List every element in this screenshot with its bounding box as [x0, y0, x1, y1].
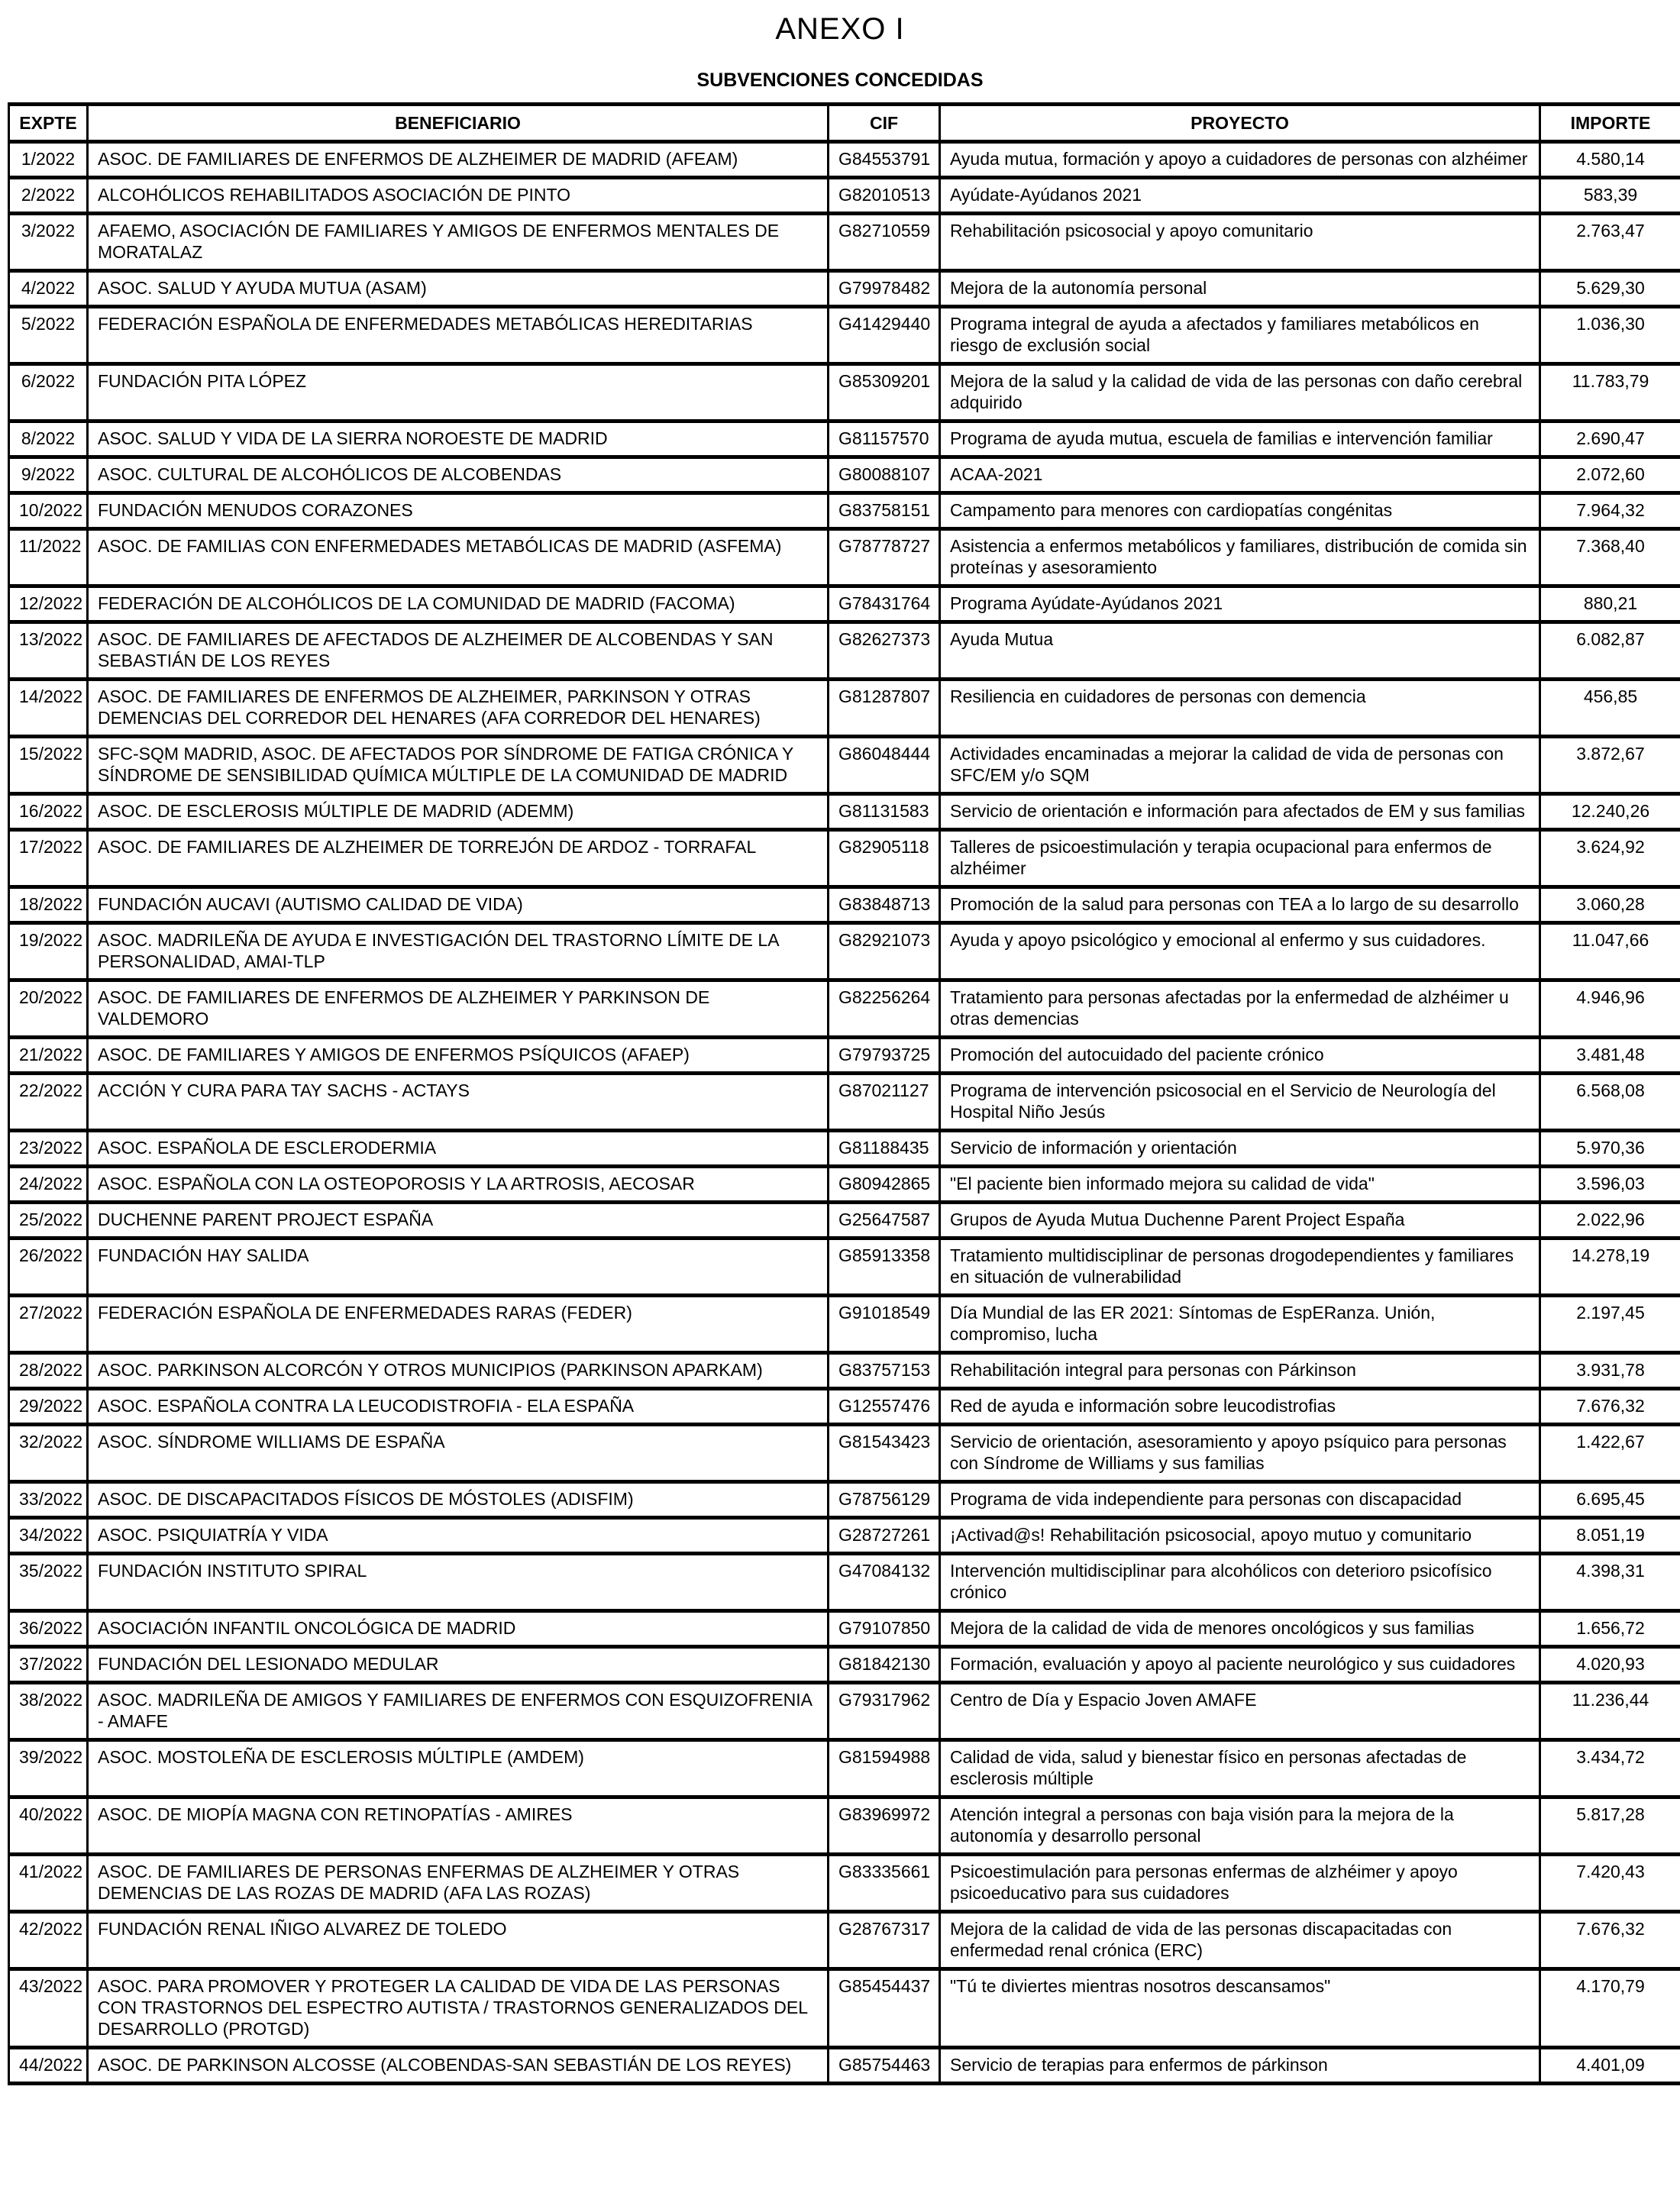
importe-cell: 3.931,78 [1540, 1353, 1680, 1389]
cif-cell: G28767317 [829, 1912, 940, 1969]
beneficiario-cell: ASOC. PARA PROMOVER Y PROTEGER LA CALIDAD DE VIDA DE LAS PERSONAS CON TRASTORNOS DEL ESPECTRO AUTISTA / TRASTORNOS GENERALIZADOS DEL DESARROLLO (PROTGD) [88, 1969, 829, 2048]
expte-cell: 10/2022 [9, 493, 88, 529]
proyecto-cell: Día Mundial de las ER 2021: Síntomas de EspERanza. Unión, compromiso, lucha [940, 1296, 1540, 1353]
cif-cell: G79107850 [829, 1611, 940, 1647]
cif-cell: G82905118 [829, 830, 940, 887]
cif-cell: G81157570 [829, 421, 940, 457]
proyecto-cell: Promoción del autocuidado del paciente crónico [940, 1038, 1540, 1074]
cif-cell: G80088107 [829, 457, 940, 493]
proyecto-cell: "El paciente bien informado mejora su calidad de vida" [940, 1167, 1540, 1203]
importe-cell: 6.568,08 [1540, 1074, 1680, 1131]
cif-cell: G12557476 [829, 1389, 940, 1425]
expte-cell: 43/2022 [9, 1969, 88, 2048]
beneficiario-cell: ASOC. MADRILEÑA DE AYUDA E INVESTIGACIÓN DEL TRASTORNO LÍMITE DE LA PERSONALIDAD, AMAI-TLP [88, 923, 829, 980]
cif-cell: G87021127 [829, 1074, 940, 1131]
beneficiario-cell: FEDERACIÓN ESPAÑOLA DE ENFERMEDADES RARAS (FEDER) [88, 1296, 829, 1353]
beneficiario-cell: FUNDACIÓN PITA LÓPEZ [88, 364, 829, 421]
cif-cell: G81131583 [829, 794, 940, 830]
table-row [9, 1647, 1680, 1683]
table-row [9, 1131, 1680, 1167]
proyecto-cell: Servicio de orientación e información para afectados de EM y sus familias [940, 794, 1540, 830]
expte-cell: 39/2022 [9, 1740, 88, 1797]
proyecto-cell: Centro de Día y Espacio Joven AMAFE [940, 1683, 1540, 1740]
table-row [9, 586, 1680, 622]
proyecto-cell: Programa Ayúdate-Ayúdanos 2021 [940, 586, 1540, 622]
table-row [9, 421, 1680, 457]
expte-cell: 17/2022 [9, 830, 88, 887]
expte-cell: 21/2022 [9, 1038, 88, 1074]
expte-cell: 32/2022 [9, 1425, 88, 1482]
beneficiario-cell: ASOC. DE ESCLEROSIS MÚLTIPLE DE MADRID (ADEMM) [88, 794, 829, 830]
beneficiario-cell: ASOC. DE MIOPÍA MAGNA CON RETINOPATÍAS - AMIRES [88, 1797, 829, 1855]
table-row [9, 178, 1680, 214]
table-row [9, 1425, 1680, 1482]
cif-cell: G78778727 [829, 529, 940, 586]
beneficiario-cell: ASOC. MOSTOLEÑA DE ESCLEROSIS MÚLTIPLE (AMDEM) [88, 1740, 829, 1797]
proyecto-cell: Programa de vida independiente para personas con discapacidad [940, 1482, 1540, 1518]
beneficiario-cell: ASOC. PSIQUIATRÍA Y VIDA [88, 1518, 829, 1554]
proyecto-cell: Psicoestimulación para personas enfermas de alzhéimer y apoyo psicoeducativo para sus cuidadores [940, 1855, 1540, 1912]
cif-cell: G83848713 [829, 887, 940, 923]
expte-cell: 40/2022 [9, 1797, 88, 1855]
beneficiario-cell: ASOC. MADRILEÑA DE AMIGOS Y FAMILIARES DE ENFERMOS CON ESQUIZOFRENIA - AMAFE [88, 1683, 829, 1740]
table-row [9, 1969, 1680, 2048]
beneficiario-cell: ASOC. DE FAMILIARES DE ENFERMOS DE ALZHEIMER Y PARKINSON DE VALDEMORO [88, 980, 829, 1038]
importe-cell: 880,21 [1540, 586, 1680, 622]
beneficiario-cell: FUNDACIÓN DEL LESIONADO MEDULAR [88, 1647, 829, 1683]
expte-cell: 27/2022 [9, 1296, 88, 1353]
cif-cell: G86048444 [829, 737, 940, 794]
beneficiario-cell: DUCHENNE PARENT PROJECT ESPAÑA [88, 1203, 829, 1239]
cif-cell: G78756129 [829, 1482, 940, 1518]
beneficiario-cell: ASOC. DE FAMILIARES Y AMIGOS DE ENFERMOS PSÍQUICOS (AFAEP) [88, 1038, 829, 1074]
proyecto-cell: ¡Activad@s! Rehabilitación psicosocial, apoyo mutuo y comunitario [940, 1518, 1540, 1554]
cif-cell: G82710559 [829, 214, 940, 271]
expte-cell: 22/2022 [9, 1074, 88, 1131]
table-row [9, 1518, 1680, 1554]
proyecto-cell: Ayúdate-Ayúdanos 2021 [940, 178, 1540, 214]
proyecto-cell: Ayuda y apoyo psicológico y emocional al enfermo y sus cuidadores. [940, 923, 1540, 980]
table-row [9, 1353, 1680, 1389]
proyecto-cell: Servicio de terapias para enfermos de párkinson [940, 2048, 1540, 2084]
importe-cell: 14.278,19 [1540, 1239, 1680, 1296]
page-subtitle: SUBVENCIONES CONCEDIDAS [696, 69, 984, 91]
proyecto-cell: Talleres de psicoestimulación y terapia ocupacional para enfermos de alzhéimer [940, 830, 1540, 887]
expte-cell: 4/2022 [9, 271, 88, 307]
expte-cell: 25/2022 [9, 1203, 88, 1239]
importe-cell: 7.420,43 [1540, 1855, 1680, 1912]
table-row [9, 1167, 1680, 1203]
importe-cell: 6.695,45 [1540, 1482, 1680, 1518]
cif-cell: G79317962 [829, 1683, 940, 1740]
cif-cell: G82921073 [829, 923, 940, 980]
cif-cell: G85913358 [829, 1239, 940, 1296]
column-header-proyecto: PROYECTO [940, 105, 1540, 142]
expte-cell: 19/2022 [9, 923, 88, 980]
expte-cell: 42/2022 [9, 1912, 88, 1969]
table-row [9, 307, 1680, 364]
importe-cell: 3.624,92 [1540, 830, 1680, 887]
table-row [9, 2048, 1680, 2084]
importe-cell: 2.763,47 [1540, 214, 1680, 271]
expte-cell: 33/2022 [9, 1482, 88, 1518]
expte-cell: 26/2022 [9, 1239, 88, 1296]
cif-cell: G81594988 [829, 1740, 940, 1797]
beneficiario-cell: FUNDACIÓN HAY SALIDA [88, 1239, 829, 1296]
expte-cell: 24/2022 [9, 1167, 88, 1203]
expte-cell: 23/2022 [9, 1131, 88, 1167]
column-header-expte: EXPTE [9, 105, 88, 142]
beneficiario-cell: ASOC. DE PARKINSON ALCOSSE (ALCOBENDAS-SAN SEBASTIÁN DE LOS REYES) [88, 2048, 829, 2084]
proyecto-cell: Resiliencia en cuidadores de personas con demencia [940, 680, 1540, 737]
table-row [9, 1797, 1680, 1855]
proyecto-cell: Intervención multidisciplinar para alcohólicos con deterioro psicofísico crónico [940, 1554, 1540, 1611]
beneficiario-cell: ASOC. SÍNDROME WILLIAMS DE ESPAÑA [88, 1425, 829, 1482]
beneficiario-cell: FEDERACIÓN DE ALCOHÓLICOS DE LA COMUNIDAD DE MADRID (FACOMA) [88, 586, 829, 622]
proyecto-cell: Programa de ayuda mutua, escuela de familias e intervención familiar [940, 421, 1540, 457]
proyecto-cell: Formación, evaluación y apoyo al paciente neurológico y sus cuidadores [940, 1647, 1540, 1683]
importe-cell: 12.240,26 [1540, 794, 1680, 830]
proyecto-cell: ACAA-2021 [940, 457, 1540, 493]
beneficiario-cell: FUNDACIÓN INSTITUTO SPIRAL [88, 1554, 829, 1611]
proyecto-cell: Grupos de Ayuda Mutua Duchenne Parent Project España [940, 1203, 1540, 1239]
beneficiario-cell: FUNDACIÓN RENAL IÑIGO ALVAREZ DE TOLEDO [88, 1912, 829, 1969]
importe-cell: 3.596,03 [1540, 1167, 1680, 1203]
importe-cell: 7.964,32 [1540, 493, 1680, 529]
importe-cell: 4.020,93 [1540, 1647, 1680, 1683]
table-row [9, 1912, 1680, 1969]
beneficiario-cell: ASOC. DE FAMILIARES DE PERSONAS ENFERMAS DE ALZHEIMER Y OTRAS DEMENCIAS DE LAS ROZAS DE MADRID (AFA LAS ROZAS) [88, 1855, 829, 1912]
proyecto-cell: "Tú te diviertes mientras nosotros descansamos" [940, 1969, 1540, 2048]
beneficiario-cell: ASOC. SALUD Y VIDA DE LA SIERRA NOROESTE DE MADRID [88, 421, 829, 457]
cif-cell: G82010513 [829, 178, 940, 214]
cif-cell: G79793725 [829, 1038, 940, 1074]
table-row [9, 923, 1680, 980]
table-row [9, 980, 1680, 1038]
beneficiario-cell: FEDERACIÓN ESPAÑOLA DE ENFERMEDADES METABÓLICAS HEREDITARIAS [88, 307, 829, 364]
proyecto-cell: Programa de intervención psicosocial en el Servicio de Neurología del Hospital Niño Jesús [940, 1074, 1540, 1131]
proyecto-cell: Servicio de orientación, asesoramiento y apoyo psíquico para personas con Síndrome de Williams y sus familias [940, 1425, 1540, 1482]
importe-cell: 2.022,96 [1540, 1203, 1680, 1239]
expte-cell: 18/2022 [9, 887, 88, 923]
expte-cell: 29/2022 [9, 1389, 88, 1425]
expte-cell: 34/2022 [9, 1518, 88, 1554]
expte-cell: 5/2022 [9, 307, 88, 364]
cif-cell: G91018549 [829, 1296, 940, 1353]
importe-cell: 5.629,30 [1540, 271, 1680, 307]
expte-cell: 36/2022 [9, 1611, 88, 1647]
table-row [9, 364, 1680, 421]
table-row [9, 1855, 1680, 1912]
table-row [9, 1296, 1680, 1353]
table-row [9, 830, 1680, 887]
expte-cell: 9/2022 [9, 457, 88, 493]
beneficiario-cell: ASOC. PARKINSON ALCORCÓN Y OTROS MUNICIPIOS (PARKINSON APARKAM) [88, 1353, 829, 1389]
proyecto-cell: Promoción de la salud para personas con TEA a lo largo de su desarrollo [940, 887, 1540, 923]
importe-cell: 583,39 [1540, 178, 1680, 214]
beneficiario-cell: ASOCIACIÓN INFANTIL ONCOLÓGICA DE MADRID [88, 1611, 829, 1647]
table-row [9, 529, 1680, 586]
expte-cell: 28/2022 [9, 1353, 88, 1389]
cif-cell: G81842130 [829, 1647, 940, 1683]
cif-cell: G25647587 [829, 1203, 940, 1239]
table-row [9, 271, 1680, 307]
expte-cell: 8/2022 [9, 421, 88, 457]
importe-cell: 7.676,32 [1540, 1389, 1680, 1425]
table-row [9, 457, 1680, 493]
beneficiario-cell: AFAEMO, ASOCIACIÓN DE FAMILIARES Y AMIGOS DE ENFERMOS MENTALES DE MORATALAZ [88, 214, 829, 271]
beneficiario-cell: ASOC. ESPAÑOLA CON LA OSTEOPOROSIS Y LA ARTROSIS, AECOSAR [88, 1167, 829, 1203]
importe-cell: 2.197,45 [1540, 1296, 1680, 1353]
table-row [9, 1554, 1680, 1611]
cif-cell: G85454437 [829, 1969, 940, 2048]
importe-cell: 4.580,14 [1540, 142, 1680, 178]
beneficiario-cell: ALCOHÓLICOS REHABILITADOS ASOCIACIÓN DE PINTO [88, 178, 829, 214]
importe-cell: 7.368,40 [1540, 529, 1680, 586]
cif-cell: G82627373 [829, 622, 940, 680]
expte-cell: 6/2022 [9, 364, 88, 421]
beneficiario-cell: SFC-SQM MADRID, ASOC. DE AFECTADOS POR SÍNDROME DE FATIGA CRÓNICA Y SÍNDROME DE SENSIBILIDAD QUÍMICA MÚLTIPLE DE LA COMUNIDAD DE MADRID [88, 737, 829, 794]
cif-cell: G82256264 [829, 980, 940, 1038]
importe-cell: 1.656,72 [1540, 1611, 1680, 1647]
cif-cell: G85754463 [829, 2048, 940, 2084]
table-row [9, 887, 1680, 923]
proyecto-cell: Calidad de vida, salud y bienestar físico en personas afectadas de esclerosis múltiple [940, 1740, 1540, 1797]
table-row [9, 1740, 1680, 1797]
proyecto-cell: Red de ayuda e información sobre leucodistrofias [940, 1389, 1540, 1425]
importe-cell: 6.082,87 [1540, 622, 1680, 680]
cif-cell: G41429440 [829, 307, 940, 364]
table-body [9, 142, 1680, 2084]
importe-cell: 8.051,19 [1540, 1518, 1680, 1554]
expte-cell: 15/2022 [9, 737, 88, 794]
expte-cell: 13/2022 [9, 622, 88, 680]
table-row [9, 1482, 1680, 1518]
importe-cell: 3.872,67 [1540, 737, 1680, 794]
beneficiario-cell: FUNDACIÓN AUCAVI (AUTISMO CALIDAD DE VIDA) [88, 887, 829, 923]
proyecto-cell: Actividades encaminadas a mejorar la calidad de vida de personas con SFC/EM y/o SQM [940, 737, 1540, 794]
proyecto-cell: Ayuda mutua, formación y apoyo a cuidadores de personas con alzhéimer [940, 142, 1540, 178]
importe-cell: 5.970,36 [1540, 1131, 1680, 1167]
importe-cell: 4.398,31 [1540, 1554, 1680, 1611]
importe-cell: 4.170,79 [1540, 1969, 1680, 2048]
beneficiario-cell: ASOC. DE FAMILIARES DE AFECTADOS DE ALZHEIMER DE ALCOBENDAS Y SAN SEBASTIÁN DE LOS REYES [88, 622, 829, 680]
cif-cell: G83969972 [829, 1797, 940, 1855]
proyecto-cell: Tratamiento multidisciplinar de personas drogodependientes y familiares en situación de vulnerabilidad [940, 1239, 1540, 1296]
table-row [9, 1203, 1680, 1239]
proyecto-cell: Asistencia a enfermos metabólicos y familiares, distribución de comida sin proteínas y asesoramiento [940, 529, 1540, 586]
column-header-importe: IMPORTE [1540, 105, 1680, 142]
column-header-cif: CIF [829, 105, 940, 142]
importe-cell: 2.690,47 [1540, 421, 1680, 457]
expte-cell: 41/2022 [9, 1855, 88, 1912]
beneficiario-cell: ASOC. CULTURAL DE ALCOHÓLICOS DE ALCOBENDAS [88, 457, 829, 493]
beneficiario-cell: ASOC. ESPAÑOLA CONTRA LA LEUCODISTROFIA - ELA ESPAÑA [88, 1389, 829, 1425]
importe-cell: 456,85 [1540, 680, 1680, 737]
table-row [9, 1683, 1680, 1740]
table-row [9, 622, 1680, 680]
cif-cell: G84553791 [829, 142, 940, 178]
expte-cell: 38/2022 [9, 1683, 88, 1740]
importe-cell: 3.060,28 [1540, 887, 1680, 923]
importe-cell: 4.401,09 [1540, 2048, 1680, 2084]
beneficiario-cell: ASOC. DE FAMILIAS CON ENFERMEDADES METABÓLICAS DE MADRID (ASFEMA) [88, 529, 829, 586]
beneficiario-cell: ASOC. DE DISCAPACITADOS FÍSICOS DE MÓSTOLES (ADISFIM) [88, 1482, 829, 1518]
importe-cell: 5.817,28 [1540, 1797, 1680, 1855]
expte-cell: 11/2022 [9, 529, 88, 586]
cif-cell: G83335661 [829, 1855, 940, 1912]
cif-cell: G80942865 [829, 1167, 940, 1203]
table-row [9, 493, 1680, 529]
proyecto-cell: Ayuda Mutua [940, 622, 1540, 680]
cif-cell: G81287807 [829, 680, 940, 737]
table-row [9, 680, 1680, 737]
proyecto-cell: Mejora de la calidad de vida de las personas discapacitadas con enfermedad renal crónica (ERC) [940, 1912, 1540, 1969]
column-header-beneficiario: BENEFICIARIO [88, 105, 829, 142]
expte-cell: 1/2022 [9, 142, 88, 178]
expte-cell: 14/2022 [9, 680, 88, 737]
beneficiario-cell: ASOC. DE FAMILIARES DE ENFERMOS DE ALZHEIMER, PARKINSON Y OTRAS DEMENCIAS DEL CORREDOR DEL HENARES (AFA CORREDOR DEL HENARES) [88, 680, 829, 737]
cif-cell: G85309201 [829, 364, 940, 421]
expte-cell: 16/2022 [9, 794, 88, 830]
importe-cell: 11.047,66 [1540, 923, 1680, 980]
importe-cell: 4.946,96 [1540, 980, 1680, 1038]
expte-cell: 20/2022 [9, 980, 88, 1038]
proyecto-cell: Mejora de la calidad de vida de menores oncológicos y sus familias [940, 1611, 1540, 1647]
beneficiario-cell: ASOC. DE FAMILIARES DE ALZHEIMER DE TORREJÓN DE ARDOZ - TORRAFAL [88, 830, 829, 887]
table-row [9, 214, 1680, 271]
beneficiario-cell: ACCIÓN Y CURA PARA TAY SACHS - ACTAYS [88, 1074, 829, 1131]
page-title: ANEXO I [775, 12, 905, 46]
table-row [9, 142, 1680, 178]
expte-cell: 37/2022 [9, 1647, 88, 1683]
expte-cell: 12/2022 [9, 586, 88, 622]
table-row [9, 737, 1680, 794]
proyecto-cell: Mejora de la salud y la calidad de vida de las personas con daño cerebral adquirido [940, 364, 1540, 421]
importe-cell: 1.036,30 [1540, 307, 1680, 364]
beneficiario-cell: ASOC. SALUD Y AYUDA MUTUA (ASAM) [88, 271, 829, 307]
table-header [9, 105, 1680, 142]
table-row [9, 1074, 1680, 1131]
table-row [9, 1611, 1680, 1647]
importe-cell: 3.481,48 [1540, 1038, 1680, 1074]
proyecto-cell: Programa integral de ayuda a afectados y familiares metabólicos en riesgo de exclusión social [940, 307, 1540, 364]
expte-cell: 3/2022 [9, 214, 88, 271]
cif-cell: G83757153 [829, 1353, 940, 1389]
proyecto-cell: Atención integral a personas con baja visión para la mejora de la autonomía y desarrollo personal [940, 1797, 1540, 1855]
cif-cell: G28727261 [829, 1518, 940, 1554]
table-row [9, 1038, 1680, 1074]
expte-cell: 35/2022 [9, 1554, 88, 1611]
proyecto-cell: Servicio de información y orientación [940, 1131, 1540, 1167]
proyecto-cell: Mejora de la autonomía personal [940, 271, 1540, 307]
cif-cell: G78431764 [829, 586, 940, 622]
table-row [9, 794, 1680, 830]
table-row [9, 1389, 1680, 1425]
expte-cell: 44/2022 [9, 2048, 88, 2084]
proyecto-cell: Tratamiento para personas afectadas por la enfermedad de alzhéimer u otras demencias [940, 980, 1540, 1038]
expte-cell: 2/2022 [9, 178, 88, 214]
cif-cell: G81188435 [829, 1131, 940, 1167]
importe-cell: 2.072,60 [1540, 457, 1680, 493]
beneficiario-cell: ASOC. ESPAÑOLA DE ESCLERODERMIA [88, 1131, 829, 1167]
importe-cell: 1.422,67 [1540, 1425, 1680, 1482]
cif-cell: G47084132 [829, 1554, 940, 1611]
subventions-table [8, 102, 1680, 2085]
beneficiario-cell: ASOC. DE FAMILIARES DE ENFERMOS DE ALZHEIMER DE MADRID (AFEAM) [88, 142, 829, 178]
importe-cell: 11.783,79 [1540, 364, 1680, 421]
importe-cell: 3.434,72 [1540, 1740, 1680, 1797]
cif-cell: G81543423 [829, 1425, 940, 1482]
cif-cell: G83758151 [829, 493, 940, 529]
importe-cell: 7.676,32 [1540, 1912, 1680, 1969]
cif-cell: G79978482 [829, 271, 940, 307]
beneficiario-cell: FUNDACIÓN MENUDOS CORAZONES [88, 493, 829, 529]
proyecto-cell: Campamento para menores con cardiopatías congénitas [940, 493, 1540, 529]
proyecto-cell: Rehabilitación psicosocial y apoyo comunitario [940, 214, 1540, 271]
importe-cell: 11.236,44 [1540, 1683, 1680, 1740]
table-header-row [9, 105, 1680, 142]
proyecto-cell: Rehabilitación integral para personas con Párkinson [940, 1353, 1540, 1389]
table-row [9, 1239, 1680, 1296]
